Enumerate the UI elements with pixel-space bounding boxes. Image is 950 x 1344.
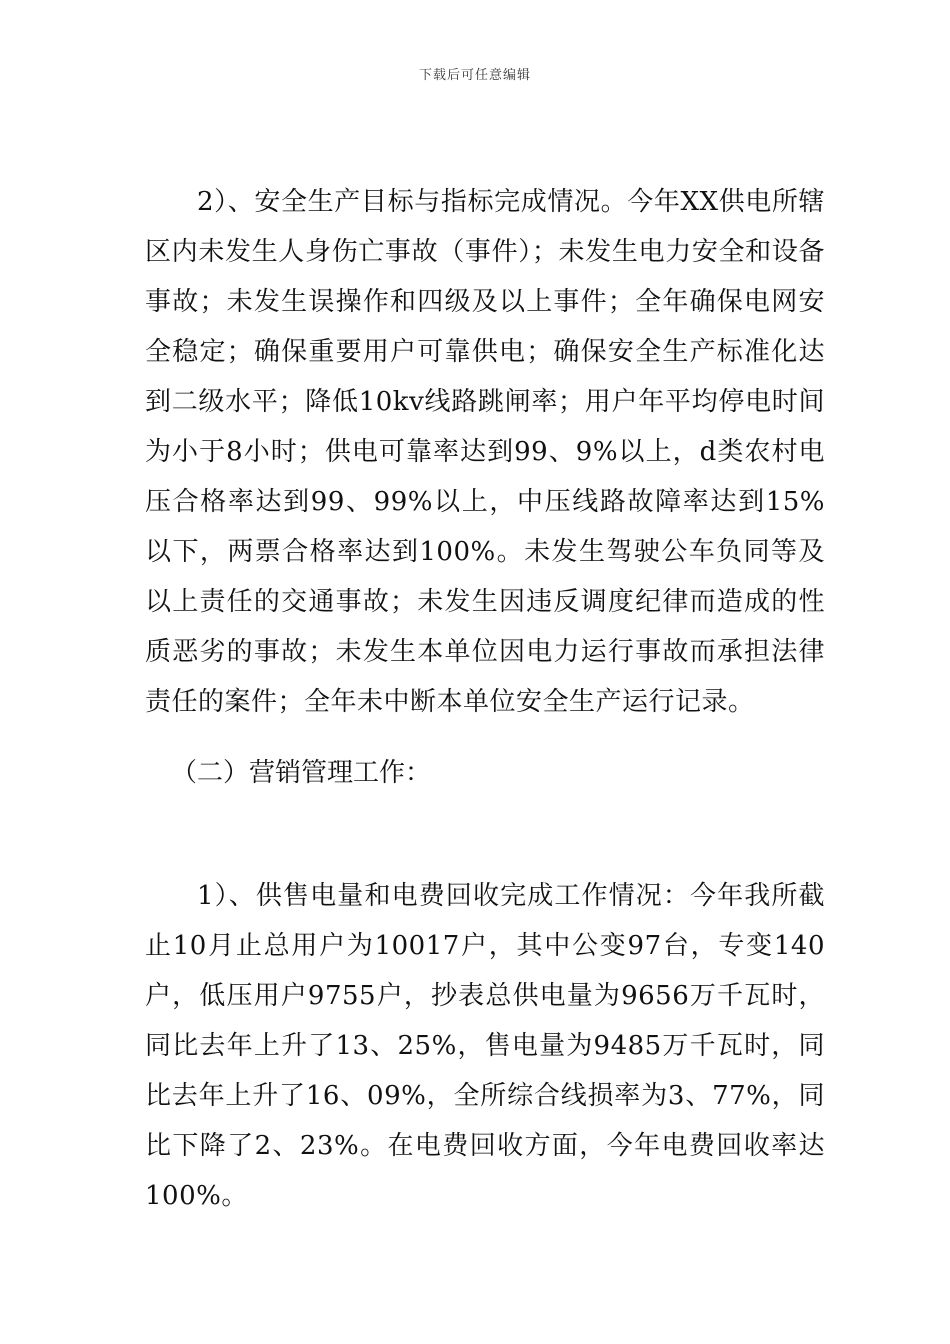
document-body bbox=[145, 177, 825, 727]
section-heading-marketing: （二）营销管理工作： bbox=[171, 758, 432, 788]
paragraph-container-sales bbox=[145, 871, 825, 1221]
paragraph-sales-and-billing: 1）、供售电量和电费回收完成工作情况：今年我所截止10月止总用户为10017户，其中公变97台，专变140户，低压用户9755户，抄表总供电量为9656万千瓦时，同比去年上升了13、25%，售电量为9485万千瓦时，同比去年上升了16、09%，全所综合线损率为3、77%，同比下降了2、23%。在电费回收方面，今年电费回收率达100%。 bbox=[145, 881, 825, 1211]
paragraph-safety-targets: 2）、安全生产目标与指标完成情况。今年XX供电所辖区内未发生人身伤亡事故（事件）；未发生电力安全和设备事故；未发生误操作和四级及以上事件；全年确保电网安全稳定；确保重要用户可靠供电；确保安全生产标准化达到二级水平；降低10kv线路跳闸率；用户年平均停电时间为小于8小时；供电可靠率达到99、9%以上，d类农村电压合格率达到99、99%以上，中压线路故障率达到15%以下，两票合格率达到100%。未发生驾驶公车负同等及以上责任的交通事故；未发生因违反调度纪律而造成的性质恶劣的事故；未发生本单位因电力运行事故而承担法律责任的案件；全年未中断本单位安全生产运行记录。 bbox=[145, 187, 825, 717]
section-heading-container bbox=[145, 748, 825, 798]
page-header: 下载后可任意编辑 bbox=[418, 68, 531, 83]
